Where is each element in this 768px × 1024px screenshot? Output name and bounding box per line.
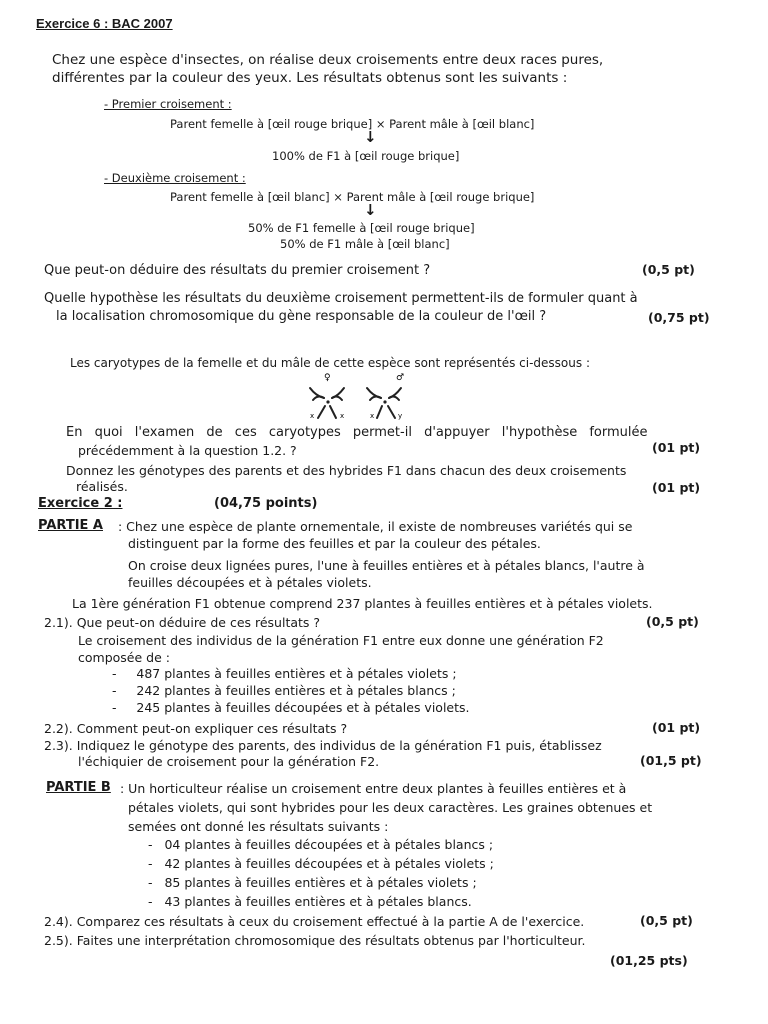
question-2-4-points: (0,5 pt) [640,913,693,928]
female-symbol: ♀ [324,373,331,383]
question-2-4: 2.4). Comparez ces résultats à ceux du croisement effectué à la partie A de l'exercice. [44,914,585,929]
cross1-arrow: ↓ [364,128,377,146]
f2-list-item: - 242 plantes à feuilles entières et à pétales blancs ; [112,683,456,698]
ex6-intro-line1: Chez une espèce d'insectes, on réalise deux croisements entre deux races pures, [52,52,604,68]
part-b-line2: pétales violets, qui sont hybrides pour les deux caractères. Les graines obtenues et [128,800,653,815]
chromosome-x-right: x [340,412,345,420]
exercise-2-points: (04,75 points) [214,496,318,511]
question-1-3-line1: En quoi l'examen de ces caryotypes permet-il d'appuyer l'hypothèse formulée [66,425,648,440]
part-a-label: PARTIE A [38,518,103,533]
cross2-result-male: 50% de F1 mâle à [œil blanc] [280,237,450,251]
question-2-1-points: (0,5 pt) [646,614,699,629]
question-1-4-line1: Donnez les génotypes des parents et des hybrides F1 dans chacun des deux croisements [66,463,627,478]
question-2-5-points: (01,25 pts) [610,953,688,968]
karyotype-intro: Les caryotypes de la femelle et du mâle de cette espèce sont représentés ci-dessous : [70,356,590,370]
horticulturist-result-item: - 04 plantes à feuilles découpées et à pétales blancs ; [148,837,494,852]
question-1-2-line2: la localisation chromosomique du gène responsable de la couleur de l'œil ? [56,309,547,324]
cross2-parents: Parent femelle à [œil blanc] × Parent mâle à [œil rouge brique] [170,190,535,204]
f2-line2: composée de : [78,650,170,665]
question-2-1: 2.1). Que peut-on déduire de ces résultats ? [44,615,321,630]
question-2-3-line1: 2.3). Indiquez le génotype des parents, des individus de la génération F1 puis, établissez [44,738,602,753]
cross2-result-female: 50% de F1 femelle à [œil rouge brique] [248,221,475,235]
question-1-4-line2: réalisés. [76,479,128,494]
exercise-header: Exercice 6 : BAC 2007 [36,16,173,31]
cross1-title: - Premier croisement : [104,97,232,111]
cross1-parents: Parent femelle à [œil rouge brique] × Parent mâle à [œil blanc] [170,117,535,131]
part-a-line1: : Chez une espèce de plante ornementale, il existe de nombreuses variétés qui se [118,519,633,534]
horticulturist-result-item: - 43 plantes à feuilles entières et à pétales blancs. [148,894,472,909]
f2-list-item: - 245 plantes à feuilles découpées et à pétales violets. [112,700,470,715]
chromosome-x-male: x [370,412,375,420]
horticulturist-result-item: - 85 plantes à feuilles entières et à pétales violets ; [148,875,477,890]
part-a-line5: La 1ère génération F1 obtenue comprend 237 plantes à feuilles entières et à pétales violets. [72,596,653,611]
question-1-2-points: (0,75 pt) [648,310,710,325]
part-a-line3: On croise deux lignées pures, l'une à feuilles entières et à pétales blancs, l'autre à [128,558,645,573]
chromosome-x-left: x [310,412,315,420]
ex6-intro-line2: différentes par la couleur des yeux. Les résultats obtenus sont les suivants : [52,70,568,86]
question-2-2-points: (01 pt) [652,720,701,735]
question-2-2: 2.2). Comment peut-on expliquer ces résultats ? [44,721,348,736]
f2-list-item: - 487 plantes à feuilles entières et à pétales violets ; [112,666,457,681]
horticulturist-result-item: - 42 plantes à feuilles découpées et à pétales violets ; [148,856,494,871]
question-1-2-line1: Quelle hypothèse les résultats du deuxième croisement permettent-ils de formuler quant à [44,291,638,306]
question-2-3-line2: l'échiquier de croisement pour la génération F2. [78,754,380,769]
part-a-line4: feuilles découpées et à pétales violets. [128,575,372,590]
question-1-1-points: (0,5 pt) [642,262,695,277]
chromosome-y-male: y [398,412,403,420]
question-2-3-points: (01,5 pt) [640,753,702,768]
question-1-1: Que peut-on déduire des résultats du premier croisement ? [44,263,431,278]
karyotype-drawing [300,372,430,424]
question-1-3-points: (01 pt) [652,440,701,455]
cross2-title: - Deuxième croisement : [104,171,246,185]
f2-line1: Le croisement des individus de la génération F1 entre eux donne une génération F2 [78,633,604,648]
cross1-result: 100% de F1 à [œil rouge brique] [272,149,460,163]
cross2-arrow: ↓ [364,201,377,219]
question-1-4-points: (01 pt) [652,480,701,495]
part-b-label: PARTIE B [46,780,111,795]
male-symbol: ♂ [396,373,405,383]
part-a-line2: distinguent par la forme des feuilles et par la couleur des pétales. [128,536,541,551]
question-2-5: 2.5). Faites une interprétation chromosomique des résultats obtenus par l'horticulteur. [44,933,586,948]
karyotype-figure [300,372,430,428]
part-b-line1: : Un horticulteur réalise un croisement entre deux plantes à feuilles entières et à [120,781,627,796]
question-1-3-line2: précédemment à la question 1.2. ? [78,443,297,458]
exercise-2-title: Exercice 2 : [38,496,123,511]
part-b-line3: semées ont donné les résultats suivants : [128,819,389,834]
